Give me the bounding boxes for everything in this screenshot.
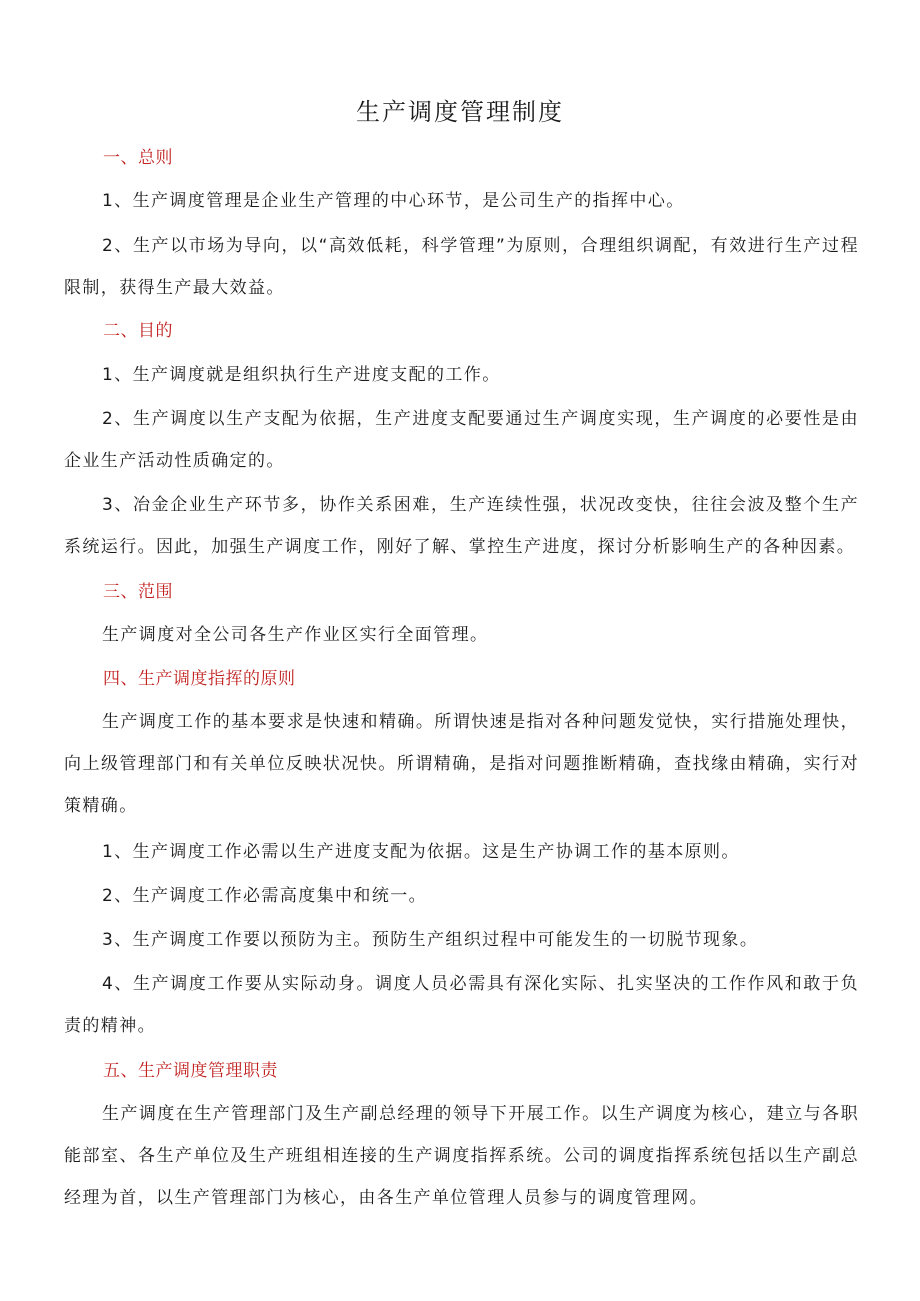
section-heading-general: 一、总则 xyxy=(103,148,173,168)
section-heading-principles: 四、生产调度指挥的原则 xyxy=(103,669,296,689)
paragraph: 2、生产以市场为导向，以“高效低耗，科学管理”为原则，合理组织调配，有效进行生产过程限制，获得生产最大效益。 xyxy=(64,236,859,298)
paragraph: 生产调度工作的基本要求是快速和精确。所谓快速是指对各种问题发觉快，实行措施处理快，向上级管理部门和有关单位反映状况快。所谓精确，是指对问题推断精确，查找缘由精确，实行对策精确。 xyxy=(64,712,859,816)
section-heading-responsibilities: 五、生产调度管理职责 xyxy=(103,1061,278,1081)
paragraph: 3、生产调度工作要以预防为主。预防生产组织过程中可能发生的一切脱节现象。 xyxy=(102,930,759,950)
paragraph: 4、生产调度工作要从实际动身。调度人员必需具有深化实际、扎实坚决的工作作风和敢于负责的精神。 xyxy=(64,974,859,1036)
section-heading-purpose: 二、目的 xyxy=(103,321,173,341)
document-title: 生产调度管理制度 xyxy=(356,98,564,126)
paragraph: 生产调度对全公司各生产作业区实行全面管理。 xyxy=(102,625,489,645)
paragraph: 2、生产调度以生产支配为依据，生产进度支配要通过生产调度实现，生产调度的必要性是由企业生产活动性质确定的。 xyxy=(64,409,859,471)
paragraph: 1、生产调度就是组织执行生产进度支配的工作。 xyxy=(102,365,501,385)
paragraph: 生产调度在生产管理部门及生产副总经理的领导下开展工作。以生产调度为核心，建立与各职能部室、各生产单位及生产班组相连接的生产调度指挥系统。公司的调度指挥系统包括以生产副总经理为首，以生产管理部门为核心，由各生产单位管理人员参与的调度管理网。 xyxy=(64,1104,859,1208)
paragraph: 2、生产调度工作必需高度集中和统一。 xyxy=(102,886,428,906)
paragraph: 1、生产调度工作必需以生产进度支配为依据。这是生产协调工作的基本原则。 xyxy=(102,842,740,862)
paragraph: 1、生产调度管理是企业生产管理的中心环节，是公司生产的指挥中心。 xyxy=(102,191,685,211)
paragraph: 3、冶金企业生产环节多，协作关系困难，生产连续性强，状况改变快，往往会波及整个生产系统运行。因此，加强生产调度工作，刚好了解、掌控生产进度，探讨分析影响生产的各种因素。 xyxy=(64,495,859,557)
section-heading-scope: 三、范围 xyxy=(103,582,173,602)
